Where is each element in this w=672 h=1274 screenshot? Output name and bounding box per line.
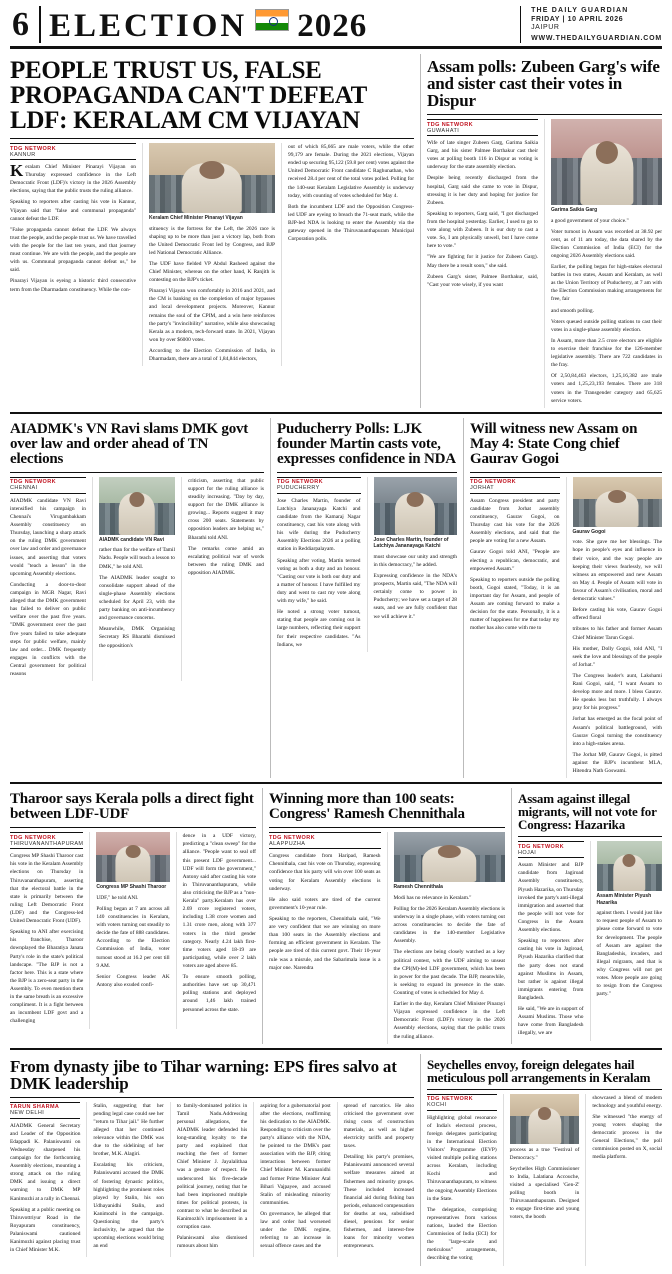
aiadmk-photo: [99, 477, 175, 535]
paragraph: He noted a strong voter turnout, stating that people are coming out in large numbers, reflecting their support for their respective candidates. "As Indians, we: [277, 609, 361, 648]
seychelles-columns: [427, 1094, 662, 1266]
paragraph: AIADMK General Secretary and Leader of the Opposition Edappadi K. Palaniswami on Wednesday sharpened his campaign for the forthcoming Assembly elections, mounting a strong attack on the ruling DMK and issuing a direct warning to DMK MP Kanimozhi at a rally in Chennai.: [10, 1122, 81, 1202]
masthead-info: [520, 6, 662, 43]
bottom-zone: [10, 1054, 662, 1266]
paragraph: To ensure smooth polling, authorities have set up 30,471 polling stations and deployed around 1,46 lakh trained personnel across the state.: [182, 974, 256, 1013]
dynasty-col-3: [170, 1102, 247, 1258]
paragraph: She witnessed "the energy of young voters shaping the democratic process in the General Elections," the poll commission posted on X, social media platform.: [592, 1113, 663, 1161]
paragraph: Conducting a door-to-door campaign in MGR Nagar, Ravi alleged that the DMK government has failed to deliver on public welfare over the past five years. "DMK government over the past five years failed to take adequate steps for public welfare, mainly law and order... DMK frequently engages in conflicts with the Central government for political reasons: [10, 581, 86, 678]
chennithala-headline: Winning more than 100 seats: Congress' Ramesh Chennithala: [269, 791, 465, 823]
paragraph: AIADMK candidate VN Ravi intensified his campaign in Chennai's Virugambakkam Assembly constituency on Thursday, launching a sharp attack on the ruling DMK government over law and order and governance issues, and asserting that voters would "teach a lesson" in the upcoming Assembly elections.: [10, 497, 86, 577]
paragraph: Zubeen Garg's sister, Palmee Borthakur, said, "Cast your vote wisely, if you want: [427, 273, 538, 288]
column-divider: [420, 1054, 421, 1266]
paragraph: Speaking to reporters, Garg said, "I got discharged from the hospital yesterday. Earlier, I used to go to vote along with Zubeen. It is our duty to cast a vote. So, I am physically unwell, but I have come here to vote.": [427, 210, 538, 250]
paragraph: Senior Congress leader AK Antony also exuded confi-: [96, 973, 170, 988]
hazarika-col-1: [518, 841, 584, 1040]
dynasty-headline: From dynasty jibe to Tihar warning: EPS fires salvo at DMK leadership: [10, 1056, 397, 1093]
byline: TDG NETWORK PUDUCHERRY: [277, 477, 361, 494]
paragraph: Modi has no relevance in Keralam.": [393, 894, 472, 901]
byline: TDG NETWORK JORHAT: [470, 477, 560, 494]
dynasty-col-5: [337, 1102, 414, 1258]
column-divider: [511, 788, 512, 1043]
paragraph: The delegation, comprising representatives from various nations, lauded the Election Commission of India (ECI) for the "large-scale and meticulous" arrangements, describing the voting: [427, 1206, 497, 1262]
byline: TARUN SHARMA NEW DELHI: [10, 1102, 80, 1119]
gogoi-photo: [573, 477, 663, 527]
seychelles-col-1: [427, 1094, 497, 1266]
paragraph: against them. I would just like to request people of Assam to please come forward to vote for development. The people of Assam are against the Bangladeshis, invaders, and illegal migrants, and that is why Congress will not get votes. More people are going to resign from the Congress party.": [596, 910, 662, 998]
website-url[interactable]: WWW.THEDAILYGUARDIAN.COM: [531, 35, 662, 42]
paragraph: On governance, he alleged that law and order had worsened under the DMK regime, referring to an increase in sexual offence cases and the: [260, 1211, 331, 1250]
paragraph: The remarks come amid an escalating political war of words between the ruling DMK and opposition AIADMK.: [188, 545, 264, 576]
lead-col-2: [142, 143, 275, 366]
middle-zone: [10, 418, 662, 778]
assam-zubeen-photo-caption: Garima Saikia Garg: [551, 207, 598, 213]
paragraph: Jorhat has emerged as the focal point of Assam's political battleground, with Gaurav Gogoi turning the constituency into a high-stakes arena.: [572, 716, 662, 747]
chennithala-story: [269, 788, 505, 1043]
byline: TDG NETWORK ALAPPUZHA: [269, 832, 381, 849]
byline: TDG NETWORK HOJAI: [518, 841, 584, 858]
paragraph: The AIADMK leader sought to consolidate support ahead of the single-phase Assembly elections scheduled for April 23, with the party banking on anti-incumbency and governance concerns.: [99, 574, 175, 622]
paragraph: Speaking after voting, Martin termed voting as both a duty and an honour. "Casting our vote is both our duty and a matter of honour. I have fulfilled my duty and went to cast my vote along with my wife," he said.: [277, 557, 361, 605]
assam-zubeen-col-2: [544, 119, 662, 408]
paragraph: Earlier, the polling began for high-stakes electoral battles in two states, Assam and Keralam, as well as the Union Territory of Puducherry, at 7 am with the Election Commission making arrangements for free, fair: [551, 264, 662, 303]
paragraph: Both the incumbent LDF and the Opposition Congress-led UDF are eyeing to breach the 71-seat mark, while the BJP-led NDA is looking to enter the Assembly via the gateway opened in the Thiruvananthapuram Municipal Corporation polls.: [288, 203, 414, 243]
assam-zubeen-col-1: [427, 119, 538, 408]
top-zone: [10, 54, 662, 408]
lead-col-3: [281, 143, 414, 366]
paragraph: Speaking to reporters outside the polling booth, Gogoi stated, "Today, it is an important day for Assam, and people of Assam are coming forward to make a decision for the state. Personally, it is a matter of happiness for me that today my mother has also come with me to: [470, 576, 560, 632]
dynasty-col-4: [253, 1102, 330, 1258]
paragraph: Polling for the 2026 Keralam Assembly elections is underway in a single phase, with voters turning out across constituencies to decide the fate of candidates in the 140-member Legislative Assembly.: [393, 905, 505, 945]
hazarika-photo: [597, 841, 663, 891]
paragraph: Assam Minister and BJP candidate from Jagiroad Assembly constituency, Piyush Hazarika, on Thursday invoked the party's anti-illegal immigration and asserted that the people will not vote for Congress in the Assam Assembly elections.: [518, 862, 584, 934]
paragraph: Voters queued outside polling stations to cast their votes in a single-phase assembly election.: [551, 318, 662, 333]
paragraph: Keralam Chief Minister Pinarayi Vijayan on Thursday expressed confidence in the Left Democratic Front (LDF)'s victory in the 2026 Assembly elections, saying that the public trusts the ruling alliance.: [10, 161, 136, 195]
column-divider: [420, 54, 421, 408]
puducherry-col-1: [277, 477, 361, 652]
paragraph: out of which 85,665 are male voters, while the other 99,179 are female. During the 2021 elections, Vijayan ended up securing 95,122 (59.8 per cent) votes against the United Democratic Front candidate C Raghunathan, who received 28.4 per cent of the total votes polled. Polling for the 140-seat Keralam Legislative Assembly is underway today, with counting of votes scheduled for May 4.: [288, 144, 414, 199]
dynasty-col-1: [10, 1102, 80, 1258]
hazarika-columns: [518, 841, 662, 1040]
paragraph: Speaking to reporters after casting his vote in Kannur, Vijayan said that "false and communal propaganda" cannot defeat the LDF.: [10, 199, 136, 222]
paragraph: Pinarayi Vijayan is eyeing a historic third consecutive term from the Dharmadam constituency. While the con-: [10, 278, 136, 293]
paragraph: Assam Congress president and party candidate from Jorhat assembly constituency, Gaurav Gogoi, on Thursday cast his vote for the 2026 Assembly elections, and said that the people are voting for a new Assam.: [470, 497, 560, 545]
chennithala-photo-caption: Ramesh Chennithala: [393, 884, 443, 891]
tharoor-photo-caption: Congress MP Shashi Tharoor: [96, 884, 167, 891]
puducherry-photo-caption: Jose Charles Martin, founder of Latchiya Jananayaga Katchi: [373, 536, 449, 550]
column-divider: [463, 418, 464, 778]
paragraph: Wife of late singer Zubeen Garg, Garima Saikia Garg, and his sister Palmee Borthakur cast their votes at polling booth 116 in Dispur as voting is underway for the state assembly election.: [427, 140, 538, 171]
tharoor-columns: [10, 832, 256, 1028]
assam-zubeen-story: [427, 54, 662, 408]
hazarika-photo-caption: Assam Minister Piyush Hazarika: [596, 893, 652, 906]
paragraph: aspiring for a gubernatorial post after the elections, reaffirming his dedication to the AIADMK. Responding to criticism over the party's alliance with the NDA, he pointed to the DMK's past association with the BJP, citing interactions between former Chief Minister M. Karunanidhi and former Prime Minister Atal Bihari Vajpayee, and accused Stalin of misleading minority communities.: [260, 1102, 331, 1206]
paper-name: THE DAILY GUARDIAN: [531, 7, 629, 14]
chennithala-col-1: [269, 832, 381, 1043]
paragraph: Speaking to ANI after exercising his franchise, Tharoor downplayed the Bharatiya Janata Party's role in the state's political landscape. "The BJP is not a factor here. This is a state where the BJP is a zero-seat party in the Assembly. To even mention them in the same breath is an excessive compliment. It is a fight between an incumbent LDF govt and a challenging: [10, 929, 84, 1025]
paragraph: showcased a blend of modern technology and youthful energy.: [592, 1094, 663, 1109]
section-divider: [10, 412, 662, 414]
paragraph: "False propaganda cannot defeat the LDF. We always trust the people, and the people trust us. We have travelled with the people for the last ten years, and that journey must continue. We are with the people, and the people are with us. Communal propaganda cannot defeat us," he said.: [10, 226, 136, 274]
paragraph: stituency is the fortress for the Left, the 2026 race is shaping up to be more than just a victory lap, both from the United Democratic Front led by Congress, and BJP led National Democratic Alliance.: [149, 225, 275, 256]
paragraph: Before casting his vote, Gaurav Gogoi offered floral: [572, 607, 662, 622]
section-divider: [10, 1048, 662, 1050]
masthead: [10, 6, 662, 49]
chennithala-col-2: [387, 832, 506, 1043]
date-line: FRIDAY | 10 APRIL 2026: [531, 16, 624, 23]
paragraph: He also said voters are tired of the current government's 10-year rule.: [269, 896, 381, 911]
lead-headline: PEOPLE TRUST US, FALSE PROPAGANDA CAN'T DEFEAT LDF: KERALAM CM VIJAYAN: [10, 57, 367, 134]
paragraph: criticism, asserting that public support for the ruling alliance is steadily increasing. "Day by day, support for the DMK alliance is growing... Reports suggest it may cross 200 seats. Statements by opposition leaders are helping us," Bharathi told ANI.: [188, 477, 264, 541]
paragraph: process as a true "Festival of Democracy.": [509, 1146, 580, 1161]
paragraph: He said, "We are in support of Assami Muslims. Those who have come from Bangladesh illegally, we are: [518, 1006, 584, 1037]
tharoor-col-2: [89, 832, 169, 1028]
lead-story: [10, 54, 414, 408]
section-title: ELECTION: [49, 8, 248, 44]
paragraph: Of 2,50,84,463 electors, 1,25,16,382 are male voters and 1,25,23,193 females. There are 318 voters in the Transgender category and 65,625 service voters.: [551, 373, 662, 404]
paragraph: Voter turnout in Assam was recorded at 38.92 per cent, as of 11 am today, the data shared by the Election Commission of India (ECI) for the ongoing 2026 Assembly elections said.: [551, 228, 662, 259]
seychelles-col-2: [503, 1094, 580, 1266]
gogoi-headline: Will witness new Assam on May 4: State Cong chief Gaurav Gogoi: [470, 420, 638, 467]
byline: TDG NETWORK GUWAHATI: [427, 119, 538, 136]
paragraph: Speaking at a public meeting on Thiruvottriyur Road in the Royapuram constituency, Palaniswami cautioned Kanimozhi against placing trust in Chief Minister M.K.: [10, 1206, 81, 1254]
aiadmk-columns: [10, 477, 264, 681]
paragraph: Highlighting global resonance of India's electoral process, foreign delegates participating in the International Election Visitors' Programme (IEVP) visited multiple polling stations across Keralam, including Kochi and Thiruvananthapuram, to witness the ongoing Assembly Elections in the State.: [427, 1114, 497, 1202]
aiadmk-col-1: [10, 477, 86, 681]
tharoor-story: [10, 788, 256, 1043]
paragraph: Earlier in the day, Keralam Chief Minister Pinarayi Vijayan expressed confidence in the Left Democratic Front (LDF)'s victory in the 2026 Assembly elections, saying that the public trusts the ruling alliance.: [393, 1001, 505, 1040]
hazarika-col-2: [590, 841, 663, 1040]
tharoor-headline: Tharoor says Kerala polls a direct fight between LDF-UDF: [10, 791, 254, 823]
hazarika-story: [518, 788, 662, 1043]
tharoor-col-3: [176, 832, 256, 1028]
aiadmk-story: [10, 418, 264, 778]
third-zone: [10, 788, 662, 1043]
seychelles-col-3: [585, 1094, 662, 1266]
paragraph: vote. She gave me her blessings. The hope in people's eyes and influence in their voice, and the way people are keeping their views fearlessly, we will witness an empowered and new Assam on May 4. People of Assam will vote in favour of Assam's civilisation, moral and democratic values.": [572, 539, 662, 603]
paragraph: Seychelles High Commissioner to India, Lalatiana Accouche, visited a specialised 'Gen-Z' polling booth in Thiruvananthapuram. Designed to engage first-time and young voters, the booth: [509, 1165, 580, 1221]
paragraph: Pinarayi Vijayan won comfortably in 2016 and 2021, and the CM is banking on the completion of major bypasses and local development projects. Moreover, Kannur remains the soul of the CPIM, and a win here reinforces the party's "invincibility" narrative, while also showcasing Kerala as a modern, tech-forward state. In 2021, Vijayan won by over $6000 votes.: [149, 288, 275, 343]
hazarika-headline: Assam against illegal migrants, will not vote for Congress: Hazarika: [518, 791, 657, 833]
paragraph: Gaurav Gogoi told ANI, "People are electing a republican, democratic, and empowered Assam.": [470, 549, 560, 572]
byline: TDG NETWORK CHENNAI: [10, 477, 86, 494]
paragraph: Speaking to the reporters, Chennithala said, "We are very confident that we are winning on more than 100 seats in the Assembly elections and forming an efficient government in Keralam. The people are tired of this current govt. Their 10-year rule was a misrule, and the Sabarimala issue is a major one. Narendra: [269, 916, 381, 971]
paragraph: Stalin, suggesting that her pending legal case could see her "return to Tihar jail." He further alleged that her continued relevance within the DMK was due to the sidelining of her brother, M.K. Alagiri.: [93, 1102, 164, 1158]
lead-col-1: [10, 143, 136, 366]
paragraph: must showcase our unity and strength in this democracy," he added.: [373, 553, 457, 568]
paragraph: Palaniswami also dismissed rumours about him: [176, 1235, 248, 1250]
section-divider: [10, 782, 662, 784]
puducherry-photo: [374, 477, 458, 535]
seychelles-photo: [510, 1094, 580, 1144]
dynasty-columns: [10, 1102, 414, 1258]
paragraph: Despite being recently discharged from the hospital, Garg said she came to vote in Dispur, stressing it is her duty and hoping for justice for Zubeen.: [427, 175, 538, 206]
lead-photo: [149, 143, 275, 213]
paragraph: The Congress leader's aunt, Lakshami Rani Gogoi, said, "I want Assam to develop more and more. I bless Gaurav. He speaks less but truthfully. I always pray for his progress.": [572, 672, 662, 712]
edition-place: JAIPUR: [531, 24, 560, 31]
puducherry-story: [277, 418, 457, 778]
paragraph: spread of narcotics. He also criticised the government over rising costs of construction materials, as well as higher electricity tariffs and property taxes.: [343, 1102, 415, 1150]
column-divider: [262, 788, 263, 1043]
tharoor-col-1: [10, 832, 83, 1028]
chennithala-photo: [394, 832, 506, 882]
paragraph: to family-dominated politics in Tamil Nadu.Addressing personal allegations, the AIADMK leader defended his long-standing loyalty to the party and explained that reaching the feet of former Chief Minister J. Jayalalithaa was a gesture of respect. He underscored his five-decade political journey, noting that he had been imprisoned multiple times for political protests, in contrast to what he described as Kanimozhi's imprisonment in a corruption case.: [176, 1102, 248, 1231]
puducherry-col-2: [367, 477, 458, 652]
paragraph: Meanwhile, DMK Organising Secretary RS Bharathi dismissed the opposition's: [99, 626, 175, 649]
tharoor-photo: [96, 832, 169, 882]
paragraph: Speaking to reporters after casting his vote in Jagiroad, Piyush Hazarika clarified that the party does not stand against Muslims in Assam, but rather is against illegal immigrants entering from Bangladesh.: [518, 938, 584, 1001]
lead-columns: [10, 143, 414, 366]
seychelles-headline: Seychelles envoy, foreign delegates hail meticulous poll arrangements in Keralam: [427, 1056, 651, 1085]
byline: TDG NETWORK KOCHI: [427, 1094, 497, 1111]
paragraph: Congress candidate from Haripad, Ramesh Chennithala, cast his vote on Thursday, expressing confidence that his party will win over 100 seats as voting for Keralam Assembly elections is underway.: [269, 853, 381, 892]
paragraph: tributes to his father and former Assam Chief Minister Tarun Gogoi.: [572, 626, 662, 641]
puducherry-columns: [277, 477, 457, 652]
lead-photo-caption: Keralam Chief Minister Pinarayi Vijayan: [149, 215, 243, 221]
paragraph: Jose Charles Martin, founder of Latchiya Jananayaga Katchi and candidate from the Kamaraj Nagar constituency, cast his vote along with his wife during the Puducherry Assembly Elections 2026 at a polling station in Reddiarpalayam.: [277, 497, 361, 553]
paragraph: The UDF have fielded VP Abdul Rasheed against the Chief Minister, whereas on the other hand, K Ranjith is contesting on the BJP's ticket.: [149, 260, 275, 284]
paragraph: Detailing his party's promises, Palaniswami announced several welfare measures aimed at fishermen and minority groups. These included increased financial aid during fishing ban periods, enhanced compensation for deaths at sea, subsidised diesel, pensions for senior fishermen, and interest-free loans for minority women entrepreneurs.: [343, 1154, 415, 1250]
byline: TDG NETWORK THIRUVANANTHAPURAM: [10, 832, 83, 849]
paragraph: The Jorhat MP, Gaurav Gogoi, is pitted against the BJP's incumbent MLA, Hitendra Nath Goswami.: [572, 751, 662, 775]
gogoi-story: [470, 418, 662, 778]
paragraph: Polling began at 7 am across all 140 constituencies in Keralam, with voters turning out steadily to decide the fate of 888 candidates. According to the Election Commission of India, voter turnout stood at 16.2 per cent till 9 AM.: [96, 905, 170, 969]
paragraph: dence in a UDF victory, predicting a "clean sweep" for the alliance. "People want to seal off this present LDF government... UDF will form the government," Antony said after casting his vote in Thiruvananthapuram, while also criticising the BJP as a "non-Kerala" party.Keralam has over 2.69 crore registered voters, including 1.38 crore women and 1.31 crore men, along with 377 voters in the third gender category. Nearly 4.24 lakh first-time voters aged 18-19 are participating, while over 2 lakh voters are aged above 85.: [182, 833, 256, 969]
paragraph: "We are fighting for it justice for Zubeen Garg). May there be a result soon," she said.: [427, 254, 538, 269]
paragraph: and smooth polling.: [551, 307, 594, 314]
aiadmk-photo-caption: AIADMK candidate VN Ravi: [99, 536, 165, 543]
aiadmk-col-2: [92, 477, 175, 681]
paragraph: His mother, Dolly Gogoi, told ANI, "I seek the love and blessings of the people of Jorhat.": [572, 645, 662, 668]
paragraph: Congress MP Shashi Tharoor cast his vote in the Keralam Assembly elections on Thursday in Thiruvananthapuram, asserting that the electoral battle in the state is primarily between the ruling Left Democratic Front (LDF) and the Congress-led United Democratic Front (UDF).: [10, 853, 84, 925]
assam-zubeen-headline: Assam polls: Zubeen Garg's wife and sister cast their votes in Dispur: [427, 57, 660, 110]
byline: TDG NETWORK KANNUR: [10, 143, 136, 160]
assam-zubeen-photo: [551, 119, 662, 205]
gogoi-columns: [470, 477, 662, 778]
paragraph: a good government of your choice.": [551, 217, 629, 224]
dynasty-story: [10, 1054, 414, 1266]
chennithala-columns: [269, 832, 505, 1043]
aiadmk-headline: AIADMK's VN Ravi slams DMK govt over law and order ahead of TN elections: [10, 420, 249, 467]
gogoi-photo-caption: Gaurav Gogoi: [572, 528, 606, 535]
column-divider: [270, 418, 271, 778]
gogoi-col-2: [566, 477, 663, 778]
paragraph: UDF," he told ANI.: [96, 894, 139, 901]
paragraph: Escalating his criticism, Palaniswami accused the DMK of fostering dynastic politics, highlighting the prominent roles played by Stalin, his son Udhayanidhi Stalin, and Kanimozhi in the campaign. Questioning the party's inclusivity, he argued that the upcoming elections would bring an end: [93, 1162, 164, 1250]
assam-zubeen-columns: [427, 119, 662, 408]
paragraph: Expressing confidence in the NDA's prospects, Martin said, "The NDA will certainly come to power in Puducherry; we have set a target of 28 seats, and we are fully confident that we will achieve it.": [373, 573, 457, 620]
aiadmk-col-3: [181, 477, 264, 681]
paragraph: According to the Election Commission of India, in Dharmadam, there are a total of 1,84,844 electors,: [149, 348, 275, 363]
paragraph: The elections are being closely watched as a key political contest, with the UDF aiming to unseat the CPI(M)-led LDF government, which has been in power for the past decade. The BJP, meanwhile, is seeking to expand its presence in the state. Counting of votes is scheduled for May 4.: [393, 949, 505, 996]
paragraph: rather than for the welfare of Tamil Nadu. People will teach a lesson to DMK," he told ANI.: [99, 547, 175, 570]
paragraph: In Assam, more than 2.5 crore electors are eligible to exercise their franchise for the 126-member legislative assembly. There are 722 candidates in the fray.: [551, 337, 662, 369]
gogoi-col-1: [470, 477, 560, 778]
page-number: 6: [10, 6, 41, 43]
dynasty-col-2: [86, 1102, 163, 1258]
seychelles-story: [427, 1054, 662, 1266]
puducherry-headline: Puducherry Polls: LJK founder Martin casts vote, expresses confidence in NDA: [277, 420, 456, 467]
india-flag-icon: [255, 9, 289, 31]
section-year: 2026: [297, 8, 368, 44]
